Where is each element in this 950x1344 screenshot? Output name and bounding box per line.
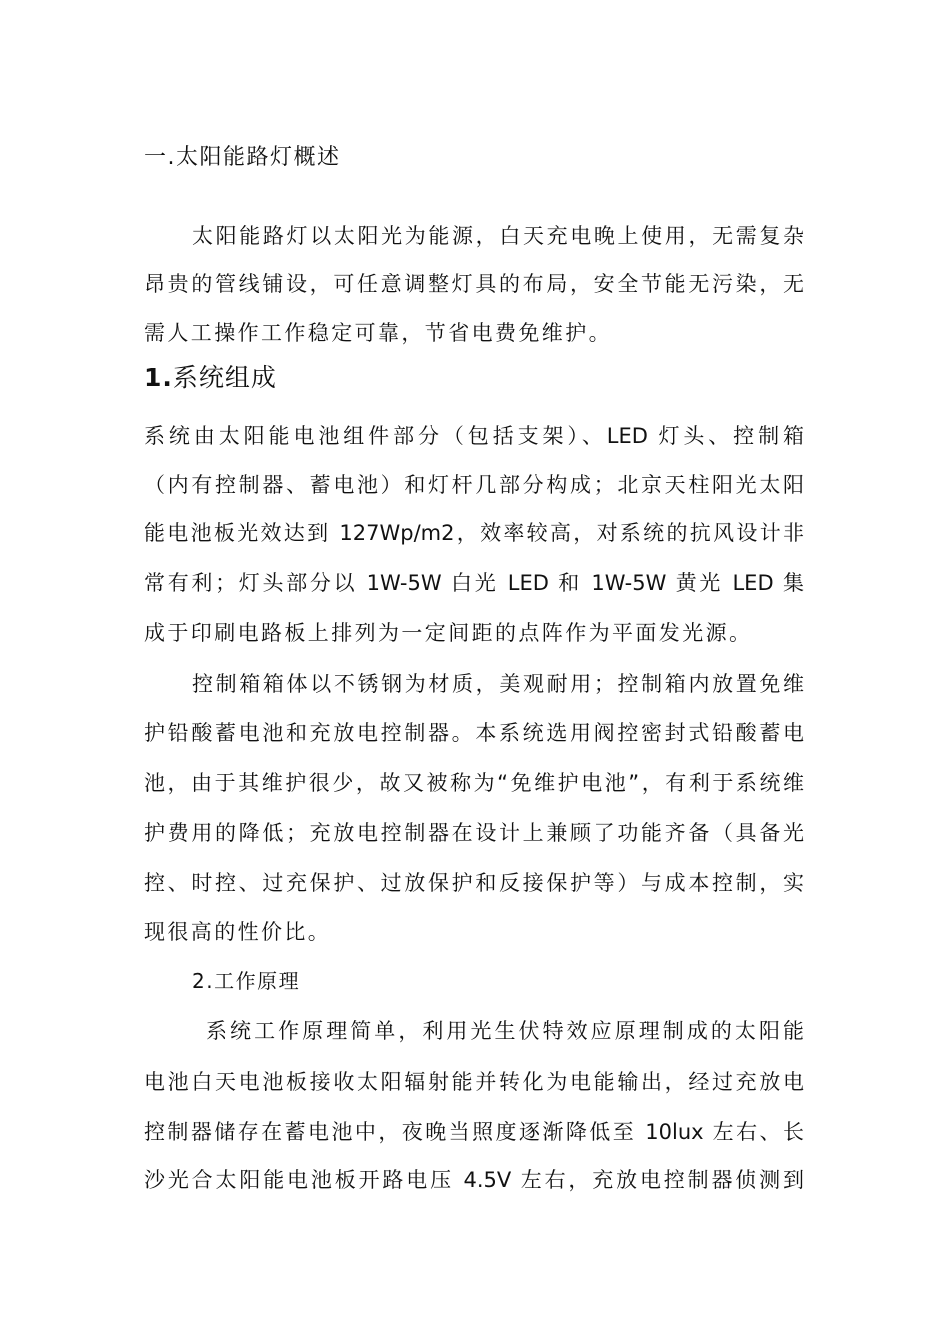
s1p2-line-1: 控制箱箱体以不锈钢为材质，美观耐用；控制箱内放置免维 <box>192 672 804 696</box>
s1p2-line-6: 现很高的性价比。 <box>144 920 332 944</box>
s2-line-3: 控制器储存在蓄电池中，夜晚当照度逐渐降低至 10lux 左右、长 <box>144 1120 804 1144</box>
section-number: 1. <box>144 363 173 392</box>
intro-line-2: 昂贵的管线铺设，可任意调整灯具的布局，安全节能无污染，无 <box>144 272 804 296</box>
s1p2-line-5: 控、时控、过充保护、过放保护和反接保护等）与成本控制，实 <box>144 871 804 895</box>
s2-line-4: 沙光合太阳能电池板开路电压 4.5V 左右，充放电控制器侦测到 <box>144 1168 804 1192</box>
intro-line-3: 需人工操作工作稳定可靠，节省电费免维护。 <box>144 321 612 345</box>
s1p1-line-4: 常有利；灯头部分以 1W-5W 白光 LED 和 1W-5W 黄光 LED 集 <box>144 571 804 595</box>
page-title: 一.太阳能路灯概述 <box>144 145 341 170</box>
s1p1-line-3: 能电池板光效达到 127Wp/m2，效率较高，对系统的抗风设计非 <box>144 521 804 545</box>
s1p1-line-1: 系统由太阳能电池组件部分（包括支架）、LED 灯头、控制箱 <box>144 424 804 448</box>
section-heading-system-composition <box>144 365 277 391</box>
s1p2-line-3: 池，由于其维护很少，故又被称为“免维护电池”，有利于系统维 <box>144 771 804 795</box>
s1p2-line-4: 护费用的降低；充放电控制器在设计上兼顾了功能齐备（具备光 <box>144 821 804 845</box>
s1p1-line-5: 成于印刷电路板上排列为一定间距的点阵作为平面发光源。 <box>144 621 753 645</box>
section-title: 系统组成 <box>172 363 277 392</box>
s1p2-line-2: 护铅酸蓄电池和充放电控制器。本系统选用阀控密封式铅酸蓄电 <box>144 721 804 745</box>
s1p1-line-2: （内有控制器、蓄电池）和灯杆几部分构成；北京天柱阳光太阳 <box>144 473 804 497</box>
s2-line-2: 电池白天电池板接收太阳辐射能并转化为电能输出，经过充放电 <box>144 1070 804 1094</box>
s2-line-1: 系统工作原理简单，利用光生伏特效应原理制成的太阳能 <box>206 1019 804 1043</box>
section-heading-working-principle: 2.工作原理 <box>192 969 301 993</box>
intro-line-1: 太阳能路灯以太阳光为能源，白天充电晚上使用，无需复杂 <box>192 224 804 248</box>
